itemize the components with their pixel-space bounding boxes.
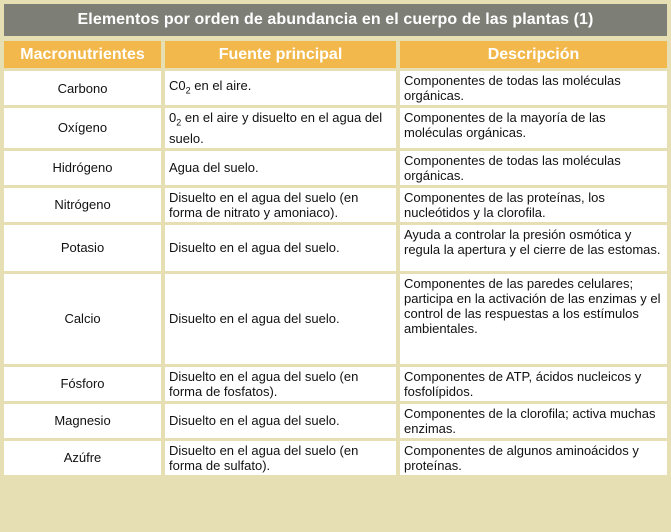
description-cell: Componentes de ATP, ácidos nucleicos y fosfolípidos.: [396, 367, 667, 401]
source-text: Agua del suelo.: [169, 160, 259, 176]
element-cell: Hidrógeno: [4, 151, 161, 185]
description-cell: Componentes de las proteínas, los nucleótidos y la clorofila.: [396, 188, 667, 222]
table-row: [4, 274, 667, 364]
description-cell: Ayuda a controlar la presión osmótica y regula la apertura y el cierre de las estomas.: [396, 225, 667, 271]
description-cell: Componentes de la clorofila; activa muchas enzimas.: [396, 404, 667, 438]
source-subscript: 2: [176, 117, 182, 128]
source-text: Disuelto en el agua del suelo.: [169, 240, 340, 256]
source-text: Disuelto en el agua del suelo (en forma de sulfato).: [169, 442, 359, 473]
source-text: Disuelto en el agua del suelo (en forma de nitrato y amoniaco).: [169, 189, 359, 220]
source-subscript: 2: [185, 85, 191, 96]
header-row: [4, 41, 667, 68]
nutrients-table: [4, 38, 667, 478]
table-title: Elementos por orden de abundancia en el cuerpo de las plantas (1): [4, 4, 667, 36]
header-descripcion: Descripción: [396, 41, 667, 68]
table-row: [4, 367, 667, 401]
source-cell: [161, 274, 396, 364]
table-row: [4, 151, 667, 185]
header-fuente-principal: Fuente principal: [161, 41, 396, 68]
source-text-rest: en el aire y disuelto en el agua del suelo.: [169, 110, 383, 146]
source-cell: [161, 188, 396, 222]
table-row: [4, 188, 667, 222]
source-text: Disuelto en el agua del suelo (en forma de fosfatos).: [169, 368, 359, 399]
element-cell: Nitrógeno: [4, 188, 161, 222]
source-cell: [161, 225, 396, 271]
source-text: 0: [169, 110, 177, 125]
source-cell: [161, 441, 396, 475]
element-cell: Carbono: [4, 71, 161, 105]
source-cell: [161, 151, 396, 185]
description-cell: Componentes de la mayoría de las moléculas orgánicas.: [396, 108, 667, 148]
source-text: C0: [169, 77, 186, 93]
table-row: [4, 108, 667, 148]
description-cell: Componentes de las paredes celulares; participa en la activación de las enzimas y el control de las respuestas a los estímulos ambientales.: [396, 274, 667, 364]
description-cell: Componentes de todas las moléculas orgánicas.: [396, 71, 667, 105]
description-cell: Componentes de algunos aminoácidos y proteínas.: [396, 441, 667, 475]
description-cell: Componentes de todas las moléculas orgánicas.: [396, 151, 667, 185]
element-cell: Magnesio: [4, 404, 161, 438]
table-row: [4, 71, 667, 105]
source-cell: [161, 404, 396, 438]
source-cell: [161, 108, 396, 148]
source-cell: [161, 367, 396, 401]
table-row: [4, 441, 667, 475]
element-cell: Oxígeno: [4, 108, 161, 148]
source-text: Disuelto en el agua del suelo.: [169, 311, 340, 327]
header-macronutrientes: Macronutrientes: [4, 41, 161, 68]
source-text-rest: en el aire.: [190, 77, 252, 93]
element-cell: Fósforo: [4, 367, 161, 401]
source-text: Disuelto en el agua del suelo.: [169, 413, 340, 429]
source-cell: [161, 71, 396, 105]
table-row: [4, 225, 667, 271]
element-cell: Calcio: [4, 274, 161, 364]
element-cell: Potasio: [4, 225, 161, 271]
element-cell: Azúfre: [4, 441, 161, 475]
table-row: [4, 404, 667, 438]
